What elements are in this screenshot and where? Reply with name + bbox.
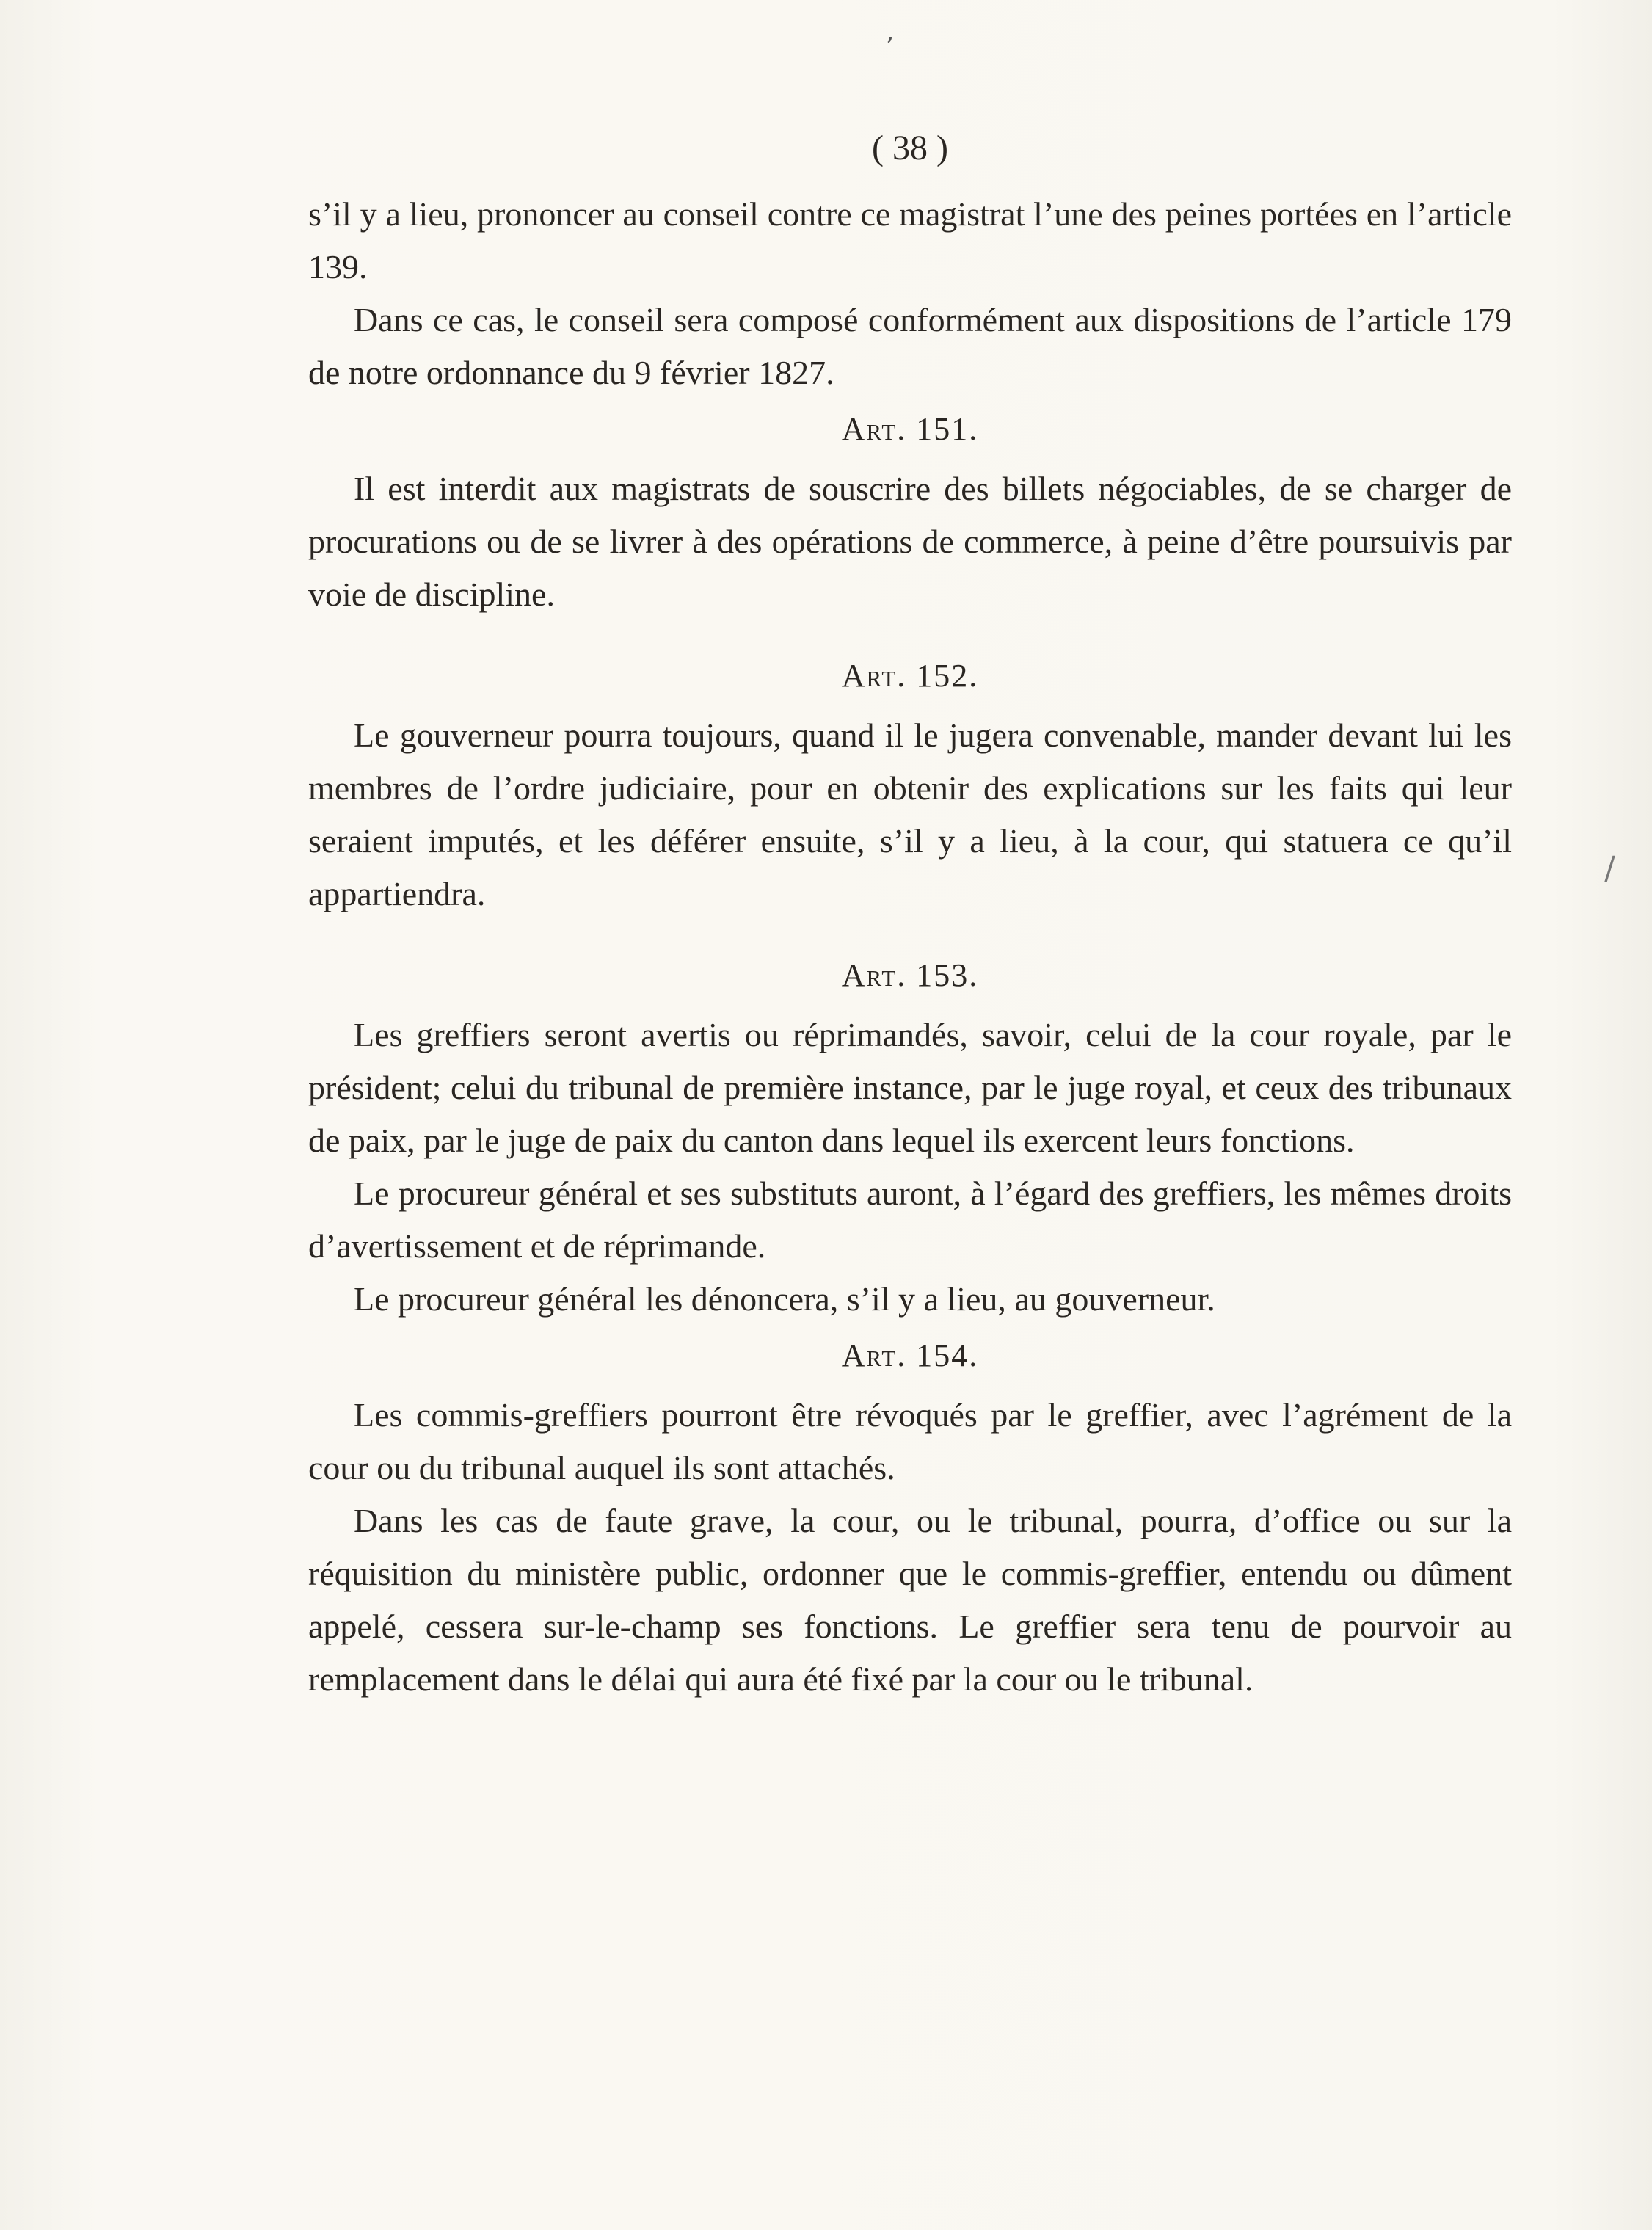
- margin-mark: /: [1604, 850, 1615, 887]
- page-number: ( 38 ): [872, 128, 948, 167]
- paragraph: Le procureur général et ses substituts auront, à l’égard des greffiers, les mêmes droits d’avertissement et de réprimande.: [308, 1174, 1512, 1265]
- paragraph: Le procureur général les dénoncera, s’il y a lieu, au gouverneur.: [354, 1280, 1215, 1318]
- article-heading-151: Art. 151.: [841, 411, 979, 447]
- paragraph: Les greffiers seront avertis ou réprimandés, savoir, celui de la cour royale, par le président; celui du tribunal de première instance, par le juge royal, et ceux des tribunaux de paix, par le juge de paix du canton dans lequel ils exercent leurs fonctions.: [308, 1016, 1512, 1159]
- page-text: [308, 126, 1512, 1706]
- paragraph-continuation: s’il y a lieu, prononcer au conseil contre ce magistrat l’une des peines portées en l’article 139.: [308, 195, 1512, 286]
- paragraph: Les commis-greffiers pourront être révoqués par le greffier, avec l’agrément de la cour ou du tribunal auquel ils sont attachés.: [308, 1396, 1512, 1486]
- spacer: [308, 920, 1512, 945]
- article-heading-153: Art. 153.: [841, 957, 979, 993]
- spacer: [308, 621, 1512, 646]
- article-heading-154: Art. 154.: [841, 1337, 979, 1373]
- article-heading-152: Art. 152.: [841, 658, 979, 694]
- paragraph: Il est interdit aux magistrats de souscrire des billets négociables, de se charger de procurations ou de se livrer à des opérations de commerce, à peine d’être poursuivis par voie de discipline.: [308, 470, 1512, 613]
- paragraph: Dans les cas de faute grave, la cour, ou le tribunal, pourra, d’office ou sur la réquisition du ministère public, ordonner que le commis-greffier, entendu ou dûment appelé, cessera sur-le-champ ses fonctions. Le greffier sera tenu de pourvoir au remplacement dans le délai qui aura été fixé par la cour ou le tribunal.: [308, 1502, 1512, 1698]
- paragraph: Dans ce cas, le conseil sera composé conformément aux dispositions de l’article 179 de notre ordonnance du 9 février 1827.: [308, 301, 1512, 391]
- stray-mark: ʼ: [885, 32, 893, 62]
- paragraph: Le gouverneur pourra toujours, quand il le jugera convenable, mander devant lui les membres de l’ordre judiciaire, pour en obtenir des explications sur les faits qui leur seraient imputés, et les déférer ensuite, s’il y a lieu, à la cour, qui statuera ce qu’il appartiendra.: [308, 716, 1512, 912]
